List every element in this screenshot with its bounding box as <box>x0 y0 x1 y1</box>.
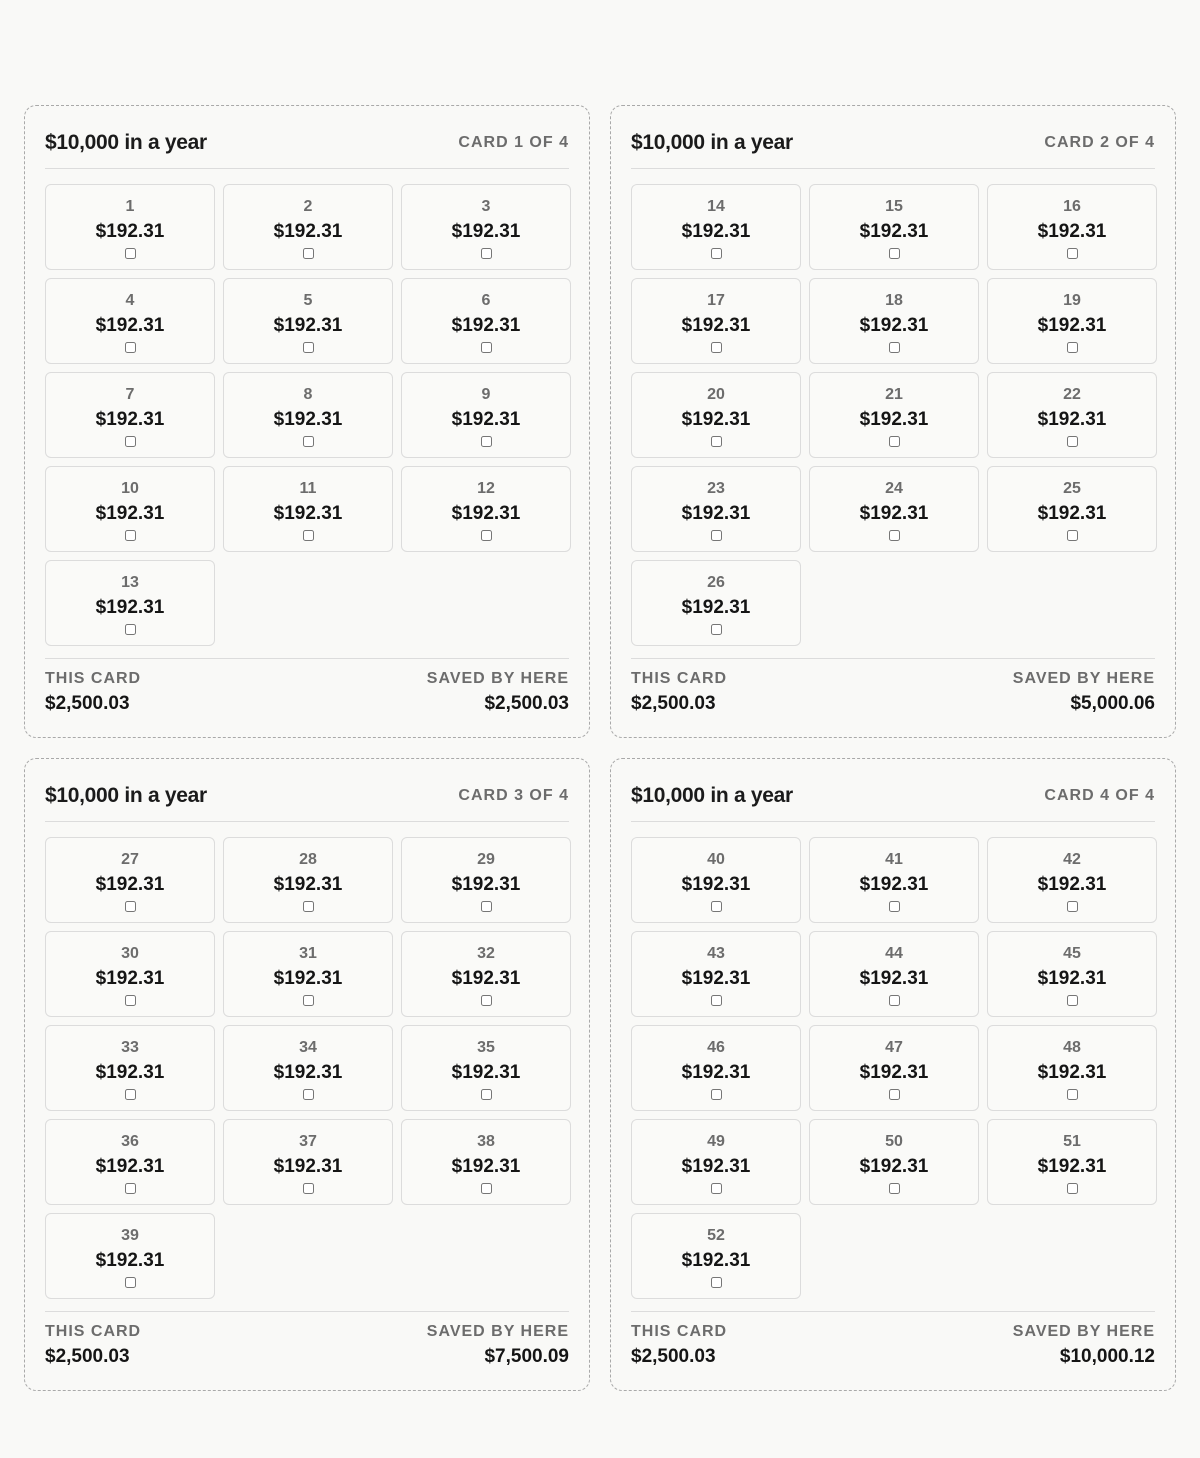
card-title: $10,000 in a year <box>45 131 207 154</box>
week-number: 16 <box>1063 198 1081 215</box>
this-card-total <box>45 1322 141 1370</box>
week-number: 20 <box>707 386 725 403</box>
week-checkbox[interactable] <box>303 530 314 541</box>
this-card-total <box>45 669 141 717</box>
week-checkbox[interactable] <box>889 995 900 1006</box>
week-amount: $192.31 <box>859 503 929 524</box>
week-checkbox[interactable] <box>711 248 722 259</box>
week-amount: $192.31 <box>681 968 751 989</box>
week-amount: $192.31 <box>1037 1062 1107 1083</box>
week-amount: $192.31 <box>859 221 929 242</box>
week-number: 2 <box>303 198 313 215</box>
card-header <box>631 779 1155 822</box>
week-number: 42 <box>1063 851 1081 868</box>
this-card-value: $2,500.03 <box>45 1346 130 1367</box>
week-amount: $192.31 <box>1037 874 1107 895</box>
week-amount: $192.31 <box>451 503 521 524</box>
week-number: 27 <box>121 851 139 868</box>
week-cell[interactable] <box>631 372 801 458</box>
week-cell[interactable] <box>45 837 215 923</box>
week-number: 22 <box>1063 386 1081 403</box>
week-amount: $192.31 <box>859 315 929 336</box>
week-amount: $192.31 <box>95 409 165 430</box>
savings-card <box>24 758 590 1391</box>
week-amount: $192.31 <box>273 968 343 989</box>
week-cell[interactable] <box>987 466 1157 552</box>
week-checkbox[interactable] <box>481 436 492 447</box>
savings-card <box>24 105 590 738</box>
week-amount: $192.31 <box>681 1062 751 1083</box>
week-checkbox[interactable] <box>1067 436 1078 447</box>
week-number: 28 <box>299 851 317 868</box>
week-cell[interactable] <box>45 1025 215 1111</box>
card-counter: CARD 3 OF 4 <box>458 787 569 804</box>
week-number: 12 <box>477 480 495 497</box>
savings-cards-sheet <box>24 105 1176 1391</box>
week-amount: $192.31 <box>451 1156 521 1177</box>
week-grid <box>631 837 1155 1297</box>
week-number: 37 <box>299 1133 317 1150</box>
week-checkbox[interactable] <box>711 1277 722 1288</box>
week-amount: $192.31 <box>95 1062 165 1083</box>
saved-by-here-total <box>427 669 569 717</box>
this-card-value: $2,500.03 <box>631 693 716 714</box>
week-amount: $192.31 <box>273 503 343 524</box>
week-cell[interactable] <box>223 466 393 552</box>
week-number: 26 <box>707 574 725 591</box>
week-cell[interactable] <box>809 1025 979 1111</box>
week-number: 6 <box>481 292 491 309</box>
saved-by-here-label: SAVED BY HERE <box>426 1323 569 1340</box>
week-cell[interactable] <box>45 372 215 458</box>
week-amount: $192.31 <box>681 409 751 430</box>
card-title: $10,000 in a year <box>631 131 793 154</box>
week-cell[interactable] <box>987 931 1157 1017</box>
week-number: 1 <box>125 198 135 215</box>
week-number: 14 <box>707 198 725 215</box>
week-checkbox[interactable] <box>481 901 492 912</box>
week-number: 11 <box>299 480 317 497</box>
week-cell[interactable] <box>223 184 393 270</box>
week-number: 34 <box>299 1039 317 1056</box>
week-number: 46 <box>707 1039 725 1056</box>
week-checkbox[interactable] <box>481 995 492 1006</box>
week-checkbox[interactable] <box>889 248 900 259</box>
week-checkbox[interactable] <box>711 1183 722 1194</box>
week-cell[interactable] <box>223 372 393 458</box>
card-counter: CARD 2 OF 4 <box>1044 134 1155 151</box>
week-cell[interactable] <box>401 837 571 923</box>
week-number: 49 <box>707 1133 725 1150</box>
week-amount: $192.31 <box>451 968 521 989</box>
week-number: 17 <box>707 292 725 309</box>
week-checkbox[interactable] <box>303 901 314 912</box>
week-amount: $192.31 <box>95 968 165 989</box>
week-number: 52 <box>707 1227 725 1244</box>
week-checkbox[interactable] <box>1067 995 1078 1006</box>
week-number: 9 <box>481 386 491 403</box>
week-number: 44 <box>885 945 903 962</box>
week-number: 43 <box>707 945 725 962</box>
this-card-value: $2,500.03 <box>631 1346 716 1367</box>
week-number: 32 <box>477 945 495 962</box>
week-cell[interactable] <box>401 184 571 270</box>
week-checkbox[interactable] <box>481 1183 492 1194</box>
week-amount: $192.31 <box>273 221 343 242</box>
week-cell[interactable] <box>45 278 215 364</box>
week-cell[interactable] <box>223 1119 393 1205</box>
week-number: 51 <box>1063 1133 1081 1150</box>
week-cell[interactable] <box>631 560 801 646</box>
week-cell[interactable] <box>401 1025 571 1111</box>
week-checkbox[interactable] <box>125 248 136 259</box>
week-cell[interactable] <box>809 372 979 458</box>
week-checkbox[interactable] <box>125 995 136 1006</box>
week-number: 31 <box>299 945 317 962</box>
week-cell[interactable] <box>809 278 979 364</box>
week-number: 40 <box>707 851 725 868</box>
week-number: 48 <box>1063 1039 1081 1056</box>
week-checkbox[interactable] <box>889 1183 900 1194</box>
week-number: 13 <box>121 574 139 591</box>
week-amount: $192.31 <box>859 968 929 989</box>
card-header <box>631 126 1155 169</box>
week-checkbox[interactable] <box>125 901 136 912</box>
week-cell[interactable] <box>401 466 571 552</box>
week-cell[interactable] <box>987 837 1157 923</box>
week-amount: $192.31 <box>451 1062 521 1083</box>
week-amount: $192.31 <box>859 874 929 895</box>
week-checkbox[interactable] <box>711 1089 722 1100</box>
week-cell[interactable] <box>631 184 801 270</box>
week-checkbox[interactable] <box>125 1089 136 1100</box>
week-amount: $192.31 <box>95 597 165 618</box>
week-cell[interactable] <box>809 837 979 923</box>
savings-card <box>610 105 1176 738</box>
week-checkbox[interactable] <box>125 624 136 635</box>
this-card-total <box>631 1322 727 1370</box>
week-amount: $192.31 <box>1037 315 1107 336</box>
week-cell[interactable] <box>401 931 571 1017</box>
week-number: 25 <box>1063 480 1081 497</box>
week-checkbox[interactable] <box>481 1089 492 1100</box>
week-amount: $192.31 <box>681 221 751 242</box>
week-grid <box>45 184 569 644</box>
week-checkbox[interactable] <box>711 436 722 447</box>
this-card-label: THIS CARD <box>45 670 142 687</box>
week-amount: $192.31 <box>681 315 751 336</box>
week-amount: $192.31 <box>273 315 343 336</box>
week-cell[interactable] <box>45 560 215 646</box>
week-number: 35 <box>477 1039 495 1056</box>
week-cell[interactable] <box>401 278 571 364</box>
saved-by-here-value: $2,500.03 <box>484 693 569 714</box>
week-number: 21 <box>885 386 903 403</box>
week-amount: $192.31 <box>681 1156 751 1177</box>
week-number: 3 <box>481 198 491 215</box>
week-number: 36 <box>121 1133 139 1150</box>
week-grid <box>631 184 1155 644</box>
week-amount: $192.31 <box>95 1250 165 1271</box>
week-checkbox[interactable] <box>889 342 900 353</box>
week-amount: $192.31 <box>95 315 165 336</box>
week-number: 41 <box>885 851 903 868</box>
week-amount: $192.31 <box>451 874 521 895</box>
week-amount: $192.31 <box>273 409 343 430</box>
week-cell[interactable] <box>45 1213 215 1299</box>
week-checkbox[interactable] <box>125 436 136 447</box>
week-checkbox[interactable] <box>1067 248 1078 259</box>
this-card-label: THIS CARD <box>631 1323 728 1340</box>
week-checkbox[interactable] <box>125 530 136 541</box>
week-checkbox[interactable] <box>125 1183 136 1194</box>
week-checkbox[interactable] <box>1067 1089 1078 1100</box>
week-cell[interactable] <box>631 1213 801 1299</box>
week-number: 7 <box>125 386 135 403</box>
week-amount: $192.31 <box>451 409 521 430</box>
week-number: 38 <box>477 1133 495 1150</box>
week-amount: $192.31 <box>1037 409 1107 430</box>
week-checkbox[interactable] <box>303 1089 314 1100</box>
week-amount: $192.31 <box>681 503 751 524</box>
week-checkbox[interactable] <box>481 530 492 541</box>
week-checkbox[interactable] <box>1067 901 1078 912</box>
card-header <box>45 126 569 169</box>
week-number: 5 <box>303 292 313 309</box>
week-amount: $192.31 <box>273 1062 343 1083</box>
week-number: 15 <box>885 198 903 215</box>
week-checkbox[interactable] <box>303 1183 314 1194</box>
week-number: 8 <box>303 386 313 403</box>
week-checkbox[interactable] <box>711 342 722 353</box>
week-checkbox[interactable] <box>1067 342 1078 353</box>
week-amount: $192.31 <box>1037 968 1107 989</box>
week-number: 47 <box>885 1039 903 1056</box>
week-checkbox[interactable] <box>889 901 900 912</box>
week-number: 19 <box>1063 292 1081 309</box>
week-amount: $192.31 <box>95 1156 165 1177</box>
week-checkbox[interactable] <box>711 901 722 912</box>
this-card-label: THIS CARD <box>631 670 728 687</box>
week-checkbox[interactable] <box>303 436 314 447</box>
week-amount: $192.31 <box>273 874 343 895</box>
this-card-value: $2,500.03 <box>45 693 130 714</box>
week-number: 39 <box>121 1227 139 1244</box>
week-amount: $192.31 <box>681 597 751 618</box>
week-number: 23 <box>707 480 725 497</box>
saved-by-here-value: $7,500.09 <box>484 1346 569 1367</box>
week-amount: $192.31 <box>451 315 521 336</box>
week-cell[interactable] <box>401 1119 571 1205</box>
week-cell[interactable] <box>631 1119 801 1205</box>
week-amount: $192.31 <box>859 1156 929 1177</box>
week-checkbox[interactable] <box>889 1089 900 1100</box>
week-number: 45 <box>1063 945 1081 962</box>
week-checkbox[interactable] <box>889 436 900 447</box>
saved-by-here-total <box>1013 1322 1155 1370</box>
week-amount: $192.31 <box>1037 221 1107 242</box>
week-checkbox[interactable] <box>125 1277 136 1288</box>
week-amount: $192.31 <box>95 874 165 895</box>
week-grid <box>45 837 569 1297</box>
week-cell[interactable] <box>45 466 215 552</box>
week-cell[interactable] <box>45 184 215 270</box>
week-number: 10 <box>121 480 139 497</box>
week-cell[interactable] <box>631 837 801 923</box>
saved-by-here-total <box>1013 669 1155 717</box>
week-amount: $192.31 <box>1037 1156 1107 1177</box>
week-cell[interactable] <box>987 372 1157 458</box>
week-amount: $192.31 <box>95 221 165 242</box>
week-cell[interactable] <box>223 1025 393 1111</box>
week-amount: $192.31 <box>95 503 165 524</box>
week-number: 33 <box>121 1039 139 1056</box>
week-number: 24 <box>885 480 903 497</box>
week-checkbox[interactable] <box>303 248 314 259</box>
card-footer <box>45 1311 569 1370</box>
week-cell[interactable] <box>223 837 393 923</box>
week-cell[interactable] <box>809 184 979 270</box>
week-cell[interactable] <box>809 931 979 1017</box>
card-footer <box>631 658 1155 717</box>
week-cell[interactable] <box>631 278 801 364</box>
card-title: $10,000 in a year <box>45 784 207 807</box>
week-checkbox[interactable] <box>711 624 722 635</box>
week-amount: $192.31 <box>1037 503 1107 524</box>
saved-by-here-label: SAVED BY HERE <box>1012 1323 1155 1340</box>
card-counter: CARD 4 OF 4 <box>1044 787 1155 804</box>
week-cell[interactable] <box>809 466 979 552</box>
saved-by-here-label: SAVED BY HERE <box>1012 670 1155 687</box>
week-cell[interactable] <box>223 278 393 364</box>
week-number: 4 <box>125 292 135 309</box>
week-cell[interactable] <box>631 1025 801 1111</box>
card-counter: CARD 1 OF 4 <box>458 134 569 151</box>
week-cell[interactable] <box>987 1025 1157 1111</box>
week-cell[interactable] <box>223 931 393 1017</box>
week-number: 18 <box>885 292 903 309</box>
week-cell[interactable] <box>987 1119 1157 1205</box>
saved-by-here-value: $5,000.06 <box>1070 693 1155 714</box>
saved-by-here-value: $10,000.12 <box>1059 1346 1155 1367</box>
week-cell[interactable] <box>631 931 801 1017</box>
week-checkbox[interactable] <box>481 248 492 259</box>
saved-by-here-label: SAVED BY HERE <box>426 670 569 687</box>
week-cell[interactable] <box>45 931 215 1017</box>
week-cell[interactable] <box>631 466 801 552</box>
card-footer <box>631 1311 1155 1370</box>
week-cell[interactable] <box>45 1119 215 1205</box>
week-number: 30 <box>121 945 139 962</box>
this-card-label: THIS CARD <box>45 1323 142 1340</box>
week-number: 29 <box>477 851 495 868</box>
card-header <box>45 779 569 822</box>
saved-by-here-total <box>427 1322 569 1370</box>
week-amount: $192.31 <box>681 874 751 895</box>
week-amount: $192.31 <box>273 1156 343 1177</box>
card-footer <box>45 658 569 717</box>
week-amount: $192.31 <box>451 221 521 242</box>
week-checkbox[interactable] <box>711 530 722 541</box>
week-number: 50 <box>885 1133 903 1150</box>
this-card-total <box>631 669 727 717</box>
week-cell[interactable] <box>401 372 571 458</box>
week-checkbox[interactable] <box>711 995 722 1006</box>
week-checkbox[interactable] <box>1067 530 1078 541</box>
week-cell[interactable] <box>987 278 1157 364</box>
week-checkbox[interactable] <box>303 342 314 353</box>
week-amount: $192.31 <box>681 1250 751 1271</box>
week-checkbox[interactable] <box>481 342 492 353</box>
card-title: $10,000 in a year <box>631 784 793 807</box>
week-cell[interactable] <box>987 184 1157 270</box>
savings-card <box>610 758 1176 1391</box>
week-checkbox[interactable] <box>889 530 900 541</box>
week-checkbox[interactable] <box>125 342 136 353</box>
week-cell[interactable] <box>809 1119 979 1205</box>
week-checkbox[interactable] <box>1067 1183 1078 1194</box>
week-amount: $192.31 <box>859 409 929 430</box>
week-checkbox[interactable] <box>303 995 314 1006</box>
week-amount: $192.31 <box>859 1062 929 1083</box>
